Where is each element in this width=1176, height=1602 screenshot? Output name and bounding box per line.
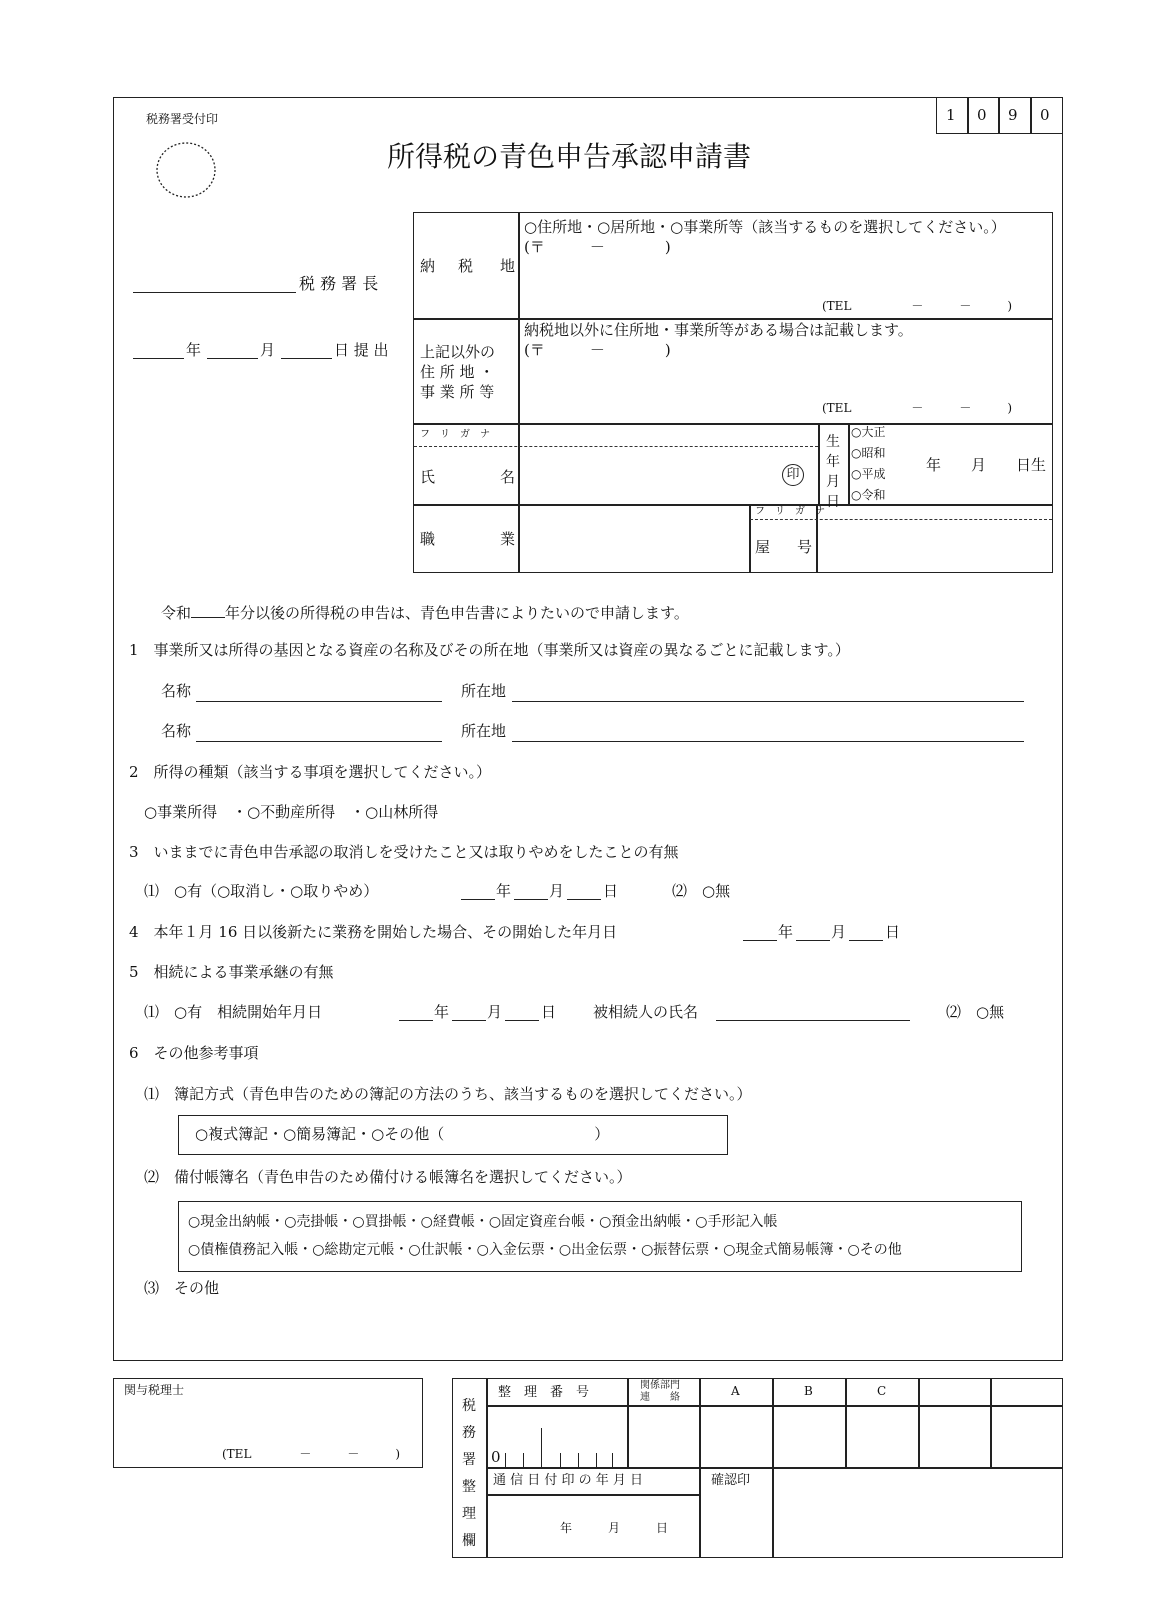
job-field[interactable]	[520, 506, 748, 572]
s1-location-field-1[interactable]	[512, 701, 1024, 702]
s3-month-label: 月	[549, 882, 565, 900]
s6-2-ledger-options-row2[interactable]: ○債権債務記入帳・○総勘定元帳・○仕訳帳・○入金伝票・○出金伝票・○振替伝票・○現金式簡易帳簿・○その他	[188, 1242, 902, 1258]
kankei-bumon-label: 関係部門	[640, 1380, 680, 1391]
s6-1-heading: ⑴ 簿記方式（青色申告のための簿記の方法のうち、該当するものを選択してください。）	[144, 1085, 752, 1103]
s1-location-label: 所在地	[461, 682, 507, 700]
section-6-heading: 6 その他参考事項	[129, 1044, 259, 1062]
nouzeichi-label: 納 税 地	[420, 257, 516, 275]
s1-name-field-1[interactable]	[196, 701, 442, 702]
submit-day-label: 日 提 出	[334, 341, 389, 359]
s1-name-label: 名称	[161, 682, 192, 700]
other-address-tel-field[interactable]: (TEL － － )	[822, 401, 1013, 415]
kakunin-label: 確認印	[711, 1473, 751, 1488]
s1-location-label: 所在地	[461, 722, 507, 740]
name-field[interactable]	[520, 448, 816, 503]
name-label: 氏 名	[420, 468, 516, 486]
s3-year-label: 年	[496, 882, 512, 900]
other-address-note: 納税地以外に住所地・事業所等がある場合は記載します。	[524, 321, 913, 339]
tax-accountant-tel-field[interactable]: (TEL － － )	[222, 1447, 401, 1461]
other-address-label: 事 業 所 等	[420, 383, 495, 401]
tax-office-suffix: 税 務 署 長	[299, 274, 379, 293]
section-1-heading: 1 事業所又は所得の基因となる資産の名称及びその所在地（事業所又は資産の異なるごとに記載します。）	[129, 641, 850, 659]
s1-name-label: 名称	[161, 722, 192, 740]
form-code-digit: 0	[977, 106, 987, 124]
s6-2-heading: ⑵ 備付帳簿名（青色申告のため備付ける帳簿名を選択してください。）	[144, 1168, 632, 1186]
page-title: 所得税の青色申告承認申請書	[387, 140, 752, 173]
seiri-bango-label: 整 理 番 号	[498, 1385, 590, 1400]
section-5-heading: 5 相続による事業承継の有無	[129, 963, 334, 981]
birth-date-field[interactable]: 年 月 日生	[926, 456, 1047, 474]
s5-month-label: 月	[487, 1003, 503, 1021]
s5-day-label: 日	[541, 1003, 557, 1021]
furigana-label: フ リ ガ ナ	[420, 429, 490, 440]
submit-year-label: 年	[186, 341, 202, 359]
s5-option-yes[interactable]: ⑴ ○有 相続開始年月日	[144, 1003, 323, 1021]
intro-line: 令和 年分以後の所得税の申告は、青色申告書によりたいので申請します。	[161, 604, 689, 622]
stamp-circle-icon	[154, 140, 218, 200]
renraku-label: 連 絡	[640, 1392, 680, 1403]
form-code-digit: 9	[1008, 106, 1018, 124]
s4-month-label: 月	[831, 923, 847, 941]
form-code-digit: 1	[946, 106, 956, 124]
stamp-label: 税務署受付印	[146, 112, 219, 126]
s6-3-heading: ⑶ その他	[144, 1279, 220, 1297]
column-b: B	[804, 1384, 813, 1398]
nouzeichi-postal-field[interactable]: (〒 － )	[524, 238, 671, 256]
form-code-digit: 0	[1040, 106, 1050, 124]
tax-accountant-label: 関与税理士	[124, 1383, 185, 1397]
column-a: A	[731, 1384, 740, 1398]
s5-heir-label: 被相続人の氏名	[593, 1003, 699, 1021]
section-2-heading: 2 所得の種類（該当する事項を選択してください。）	[129, 763, 492, 781]
job-label: 職 業	[420, 530, 516, 548]
column-c: C	[877, 1384, 887, 1398]
other-address-label: 住 所 地 ・	[420, 363, 495, 381]
s2-income-options[interactable]: ○事業所得 ・○不動産所得 ・○山林所得	[144, 803, 439, 821]
s5-option-no[interactable]: ⑵ ○無	[946, 1003, 1005, 1021]
nouzeichi-tel-field[interactable]: (TEL － － )	[822, 299, 1013, 313]
s1-name-field-2[interactable]	[196, 741, 442, 742]
yago-furigana-label: フ リ ガ ナ	[755, 506, 825, 517]
nouzeichi-type-options[interactable]: ○住所地・○居所地・○事業所等（該当するものを選択してください。）	[524, 218, 1006, 236]
s1-location-field-2[interactable]	[512, 741, 1024, 742]
other-address-postal-field[interactable]: (〒 － )	[524, 341, 671, 359]
s6-2-ledger-options-row1[interactable]: ○現金出納帳・○売掛帳・○買掛帳・○経費帳・○固定資産台帳・○預金出納帳・○手形記入帳	[188, 1214, 778, 1230]
seal-icon: 印	[782, 464, 804, 486]
office-use-side-label: 税 務 署 整 理 欄	[462, 1398, 476, 1549]
seiri-bango-zero: 0	[491, 1448, 501, 1466]
other-address-label: 上記以外の	[420, 343, 496, 361]
submit-month-label: 月	[260, 341, 276, 359]
section-3-heading: 3 いままでに青色申告承認の取消しを受けたこと又は取りやめをしたことの有無	[129, 843, 679, 861]
s3-option-yes[interactable]: ⑴ ○有（○取消し・○取りやめ）	[144, 882, 379, 900]
era-option-taisho[interactable]: ○大正	[851, 425, 886, 439]
yago-label: 屋 号	[755, 538, 813, 556]
era-option-reiwa[interactable]: ○令和	[851, 488, 886, 502]
s4-year-label: 年	[778, 923, 794, 941]
tsushin-ymd: 年 月 日	[560, 1521, 669, 1535]
s4-day-label: 日	[885, 923, 901, 941]
intro-year-field[interactable]	[191, 603, 225, 618]
era-option-showa[interactable]: ○昭和	[851, 446, 886, 460]
s6-1-bookkeeping-options[interactable]: ○複式簿記・○簡易簿記・○その他（ ）	[195, 1125, 610, 1143]
yago-field[interactable]	[818, 521, 1052, 572]
section-4-heading: 4 本年１月 16 日以後新たに業務を開始した場合、その開始した年月日	[129, 923, 618, 941]
s5-year-label: 年	[434, 1003, 450, 1021]
birth-date-label: 生 年 月 日	[826, 434, 840, 510]
tsushin-date-label: 通 信 日 付 印 の 年 月 日	[493, 1473, 644, 1488]
era-option-heisei[interactable]: ○平成	[851, 467, 886, 481]
s5-heir-field[interactable]	[716, 1020, 910, 1021]
s6-2-options-box	[178, 1201, 1022, 1272]
s3-day-label: 日	[603, 882, 619, 900]
s3-option-no[interactable]: ⑵ ○無	[672, 882, 731, 900]
